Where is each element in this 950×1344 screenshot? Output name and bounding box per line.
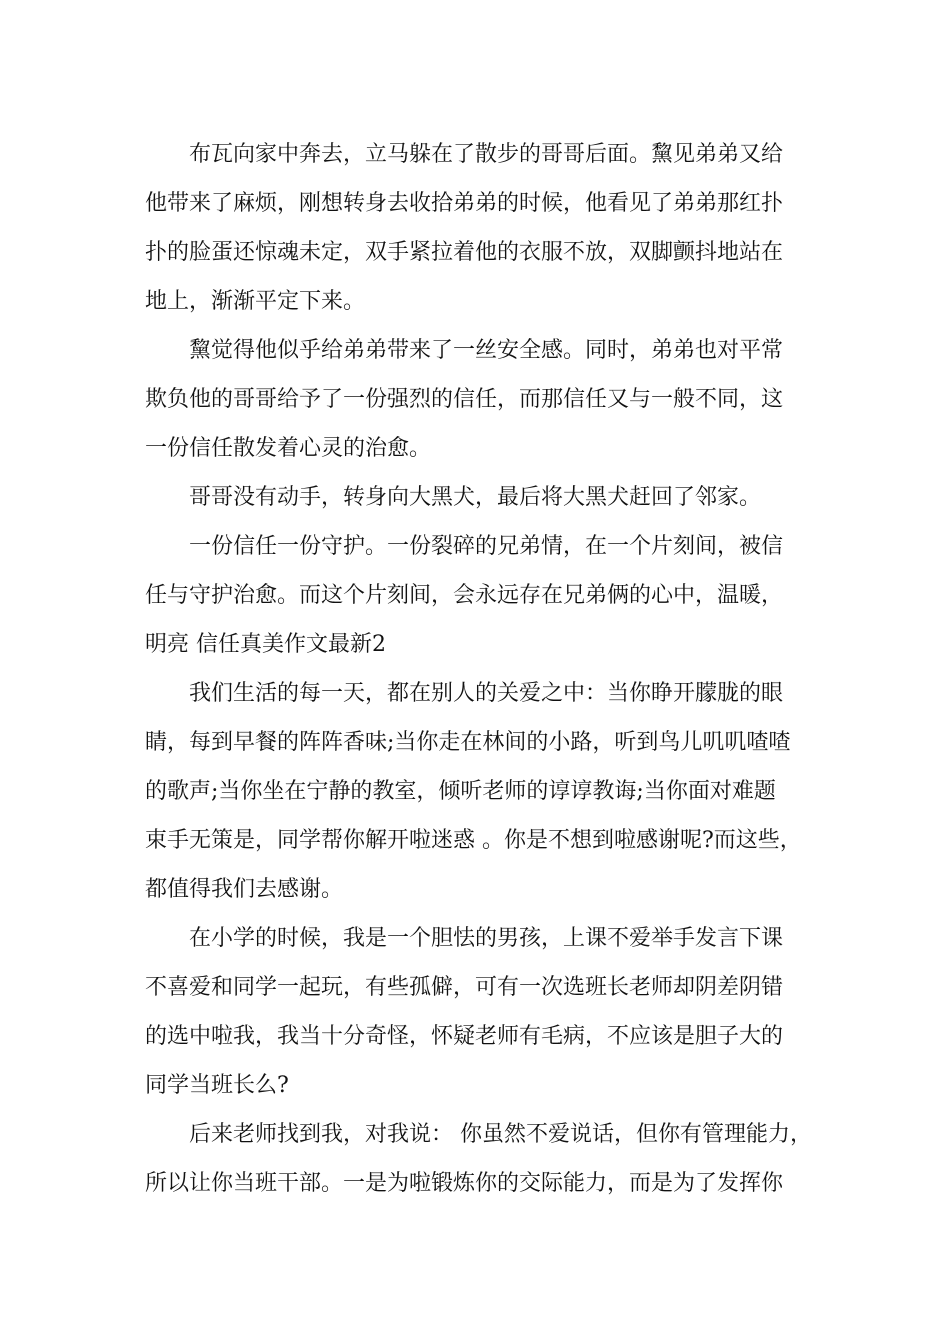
text-line: 束手无策是，同学帮你解开啦迷惑 。你是不想到啦感谢呢?而这些， — [145, 828, 802, 853]
document-body — [145, 130, 825, 1208]
text-line: 一份信任一份守护。一份裂碎的兄弟情，在一个片刻间，被信 — [189, 534, 784, 559]
text-line: 哥哥没有动手，转身向大黑犬，最后将大黑犬赶回了邻家。 — [189, 485, 762, 510]
text-line: 睛，每到早餐的阵阵香味;当你走在林间的小路，听到鸟儿叽叽喳喳 — [145, 730, 791, 755]
text-line: 他带来了麻烦，刚想转身去收拾弟弟的时候，他看见了弟弟那红扑 — [145, 191, 784, 216]
text-line: 都值得我们去感谢。 — [145, 877, 344, 902]
text-line: 的歌声;当你坐在宁静的教室，倾听老师的谆谆教诲;当你面对难题 — [145, 779, 776, 804]
text-line: 任与守护治愈。而这个片刻间，会永远存在兄弟俩的心中，温暖， — [145, 583, 784, 608]
paragraph — [145, 669, 825, 914]
paragraph — [145, 1110, 825, 1208]
paragraph — [145, 130, 825, 326]
text-line: 布瓦向家中奔去，立马躲在了散步的哥哥后面。黧见弟弟又给 — [189, 142, 784, 167]
text-line: 不喜爱和同学一起玩，有些孤僻，可有一次选班长老师却阴差阴错 — [145, 975, 784, 1000]
text-line: 的选中啦我，我当十分奇怪，怀疑老师有毛病，不应该是胆子大的 — [145, 1024, 784, 1049]
text-line: 一份信任散发着心灵的治愈。 — [145, 436, 432, 461]
text-line: 欺负他的哥哥给予了一份强烈的信任，而那信任又与一般不同，这 — [145, 387, 784, 412]
text-line: 地上，渐渐平定下来。 — [145, 289, 366, 314]
paragraph — [145, 522, 825, 669]
text-line: 扑的脸蛋还惊魂未定，双手紧拉着他的衣服不放，双脚颤抖地站在 — [145, 240, 784, 265]
text-line: 明亮 信任真美作文最新2 — [145, 632, 386, 657]
paragraph — [145, 473, 825, 522]
text-line: 同学当班长么? — [145, 1073, 289, 1098]
text-line: 黧觉得他似乎给弟弟带来了一丝安全感。同时，弟弟也对平常 — [189, 338, 784, 363]
paragraph — [145, 914, 825, 1110]
text-line: 所以让你当班干部。一是为啦锻炼你的交际能力，而是为了发挥你 — [145, 1171, 784, 1196]
paragraph — [145, 326, 825, 473]
text-line: 后来老师找到我，对我说： 你虽然不爱说话，但你有管理能力， — [189, 1122, 812, 1147]
text-line: 在小学的时候，我是一个胆怯的男孩，上课不爱举手发言下课 — [189, 926, 784, 951]
text-line: 我们生活的每一天，都在别人的关爱之中：当你睁开朦胧的眼 — [189, 681, 784, 706]
